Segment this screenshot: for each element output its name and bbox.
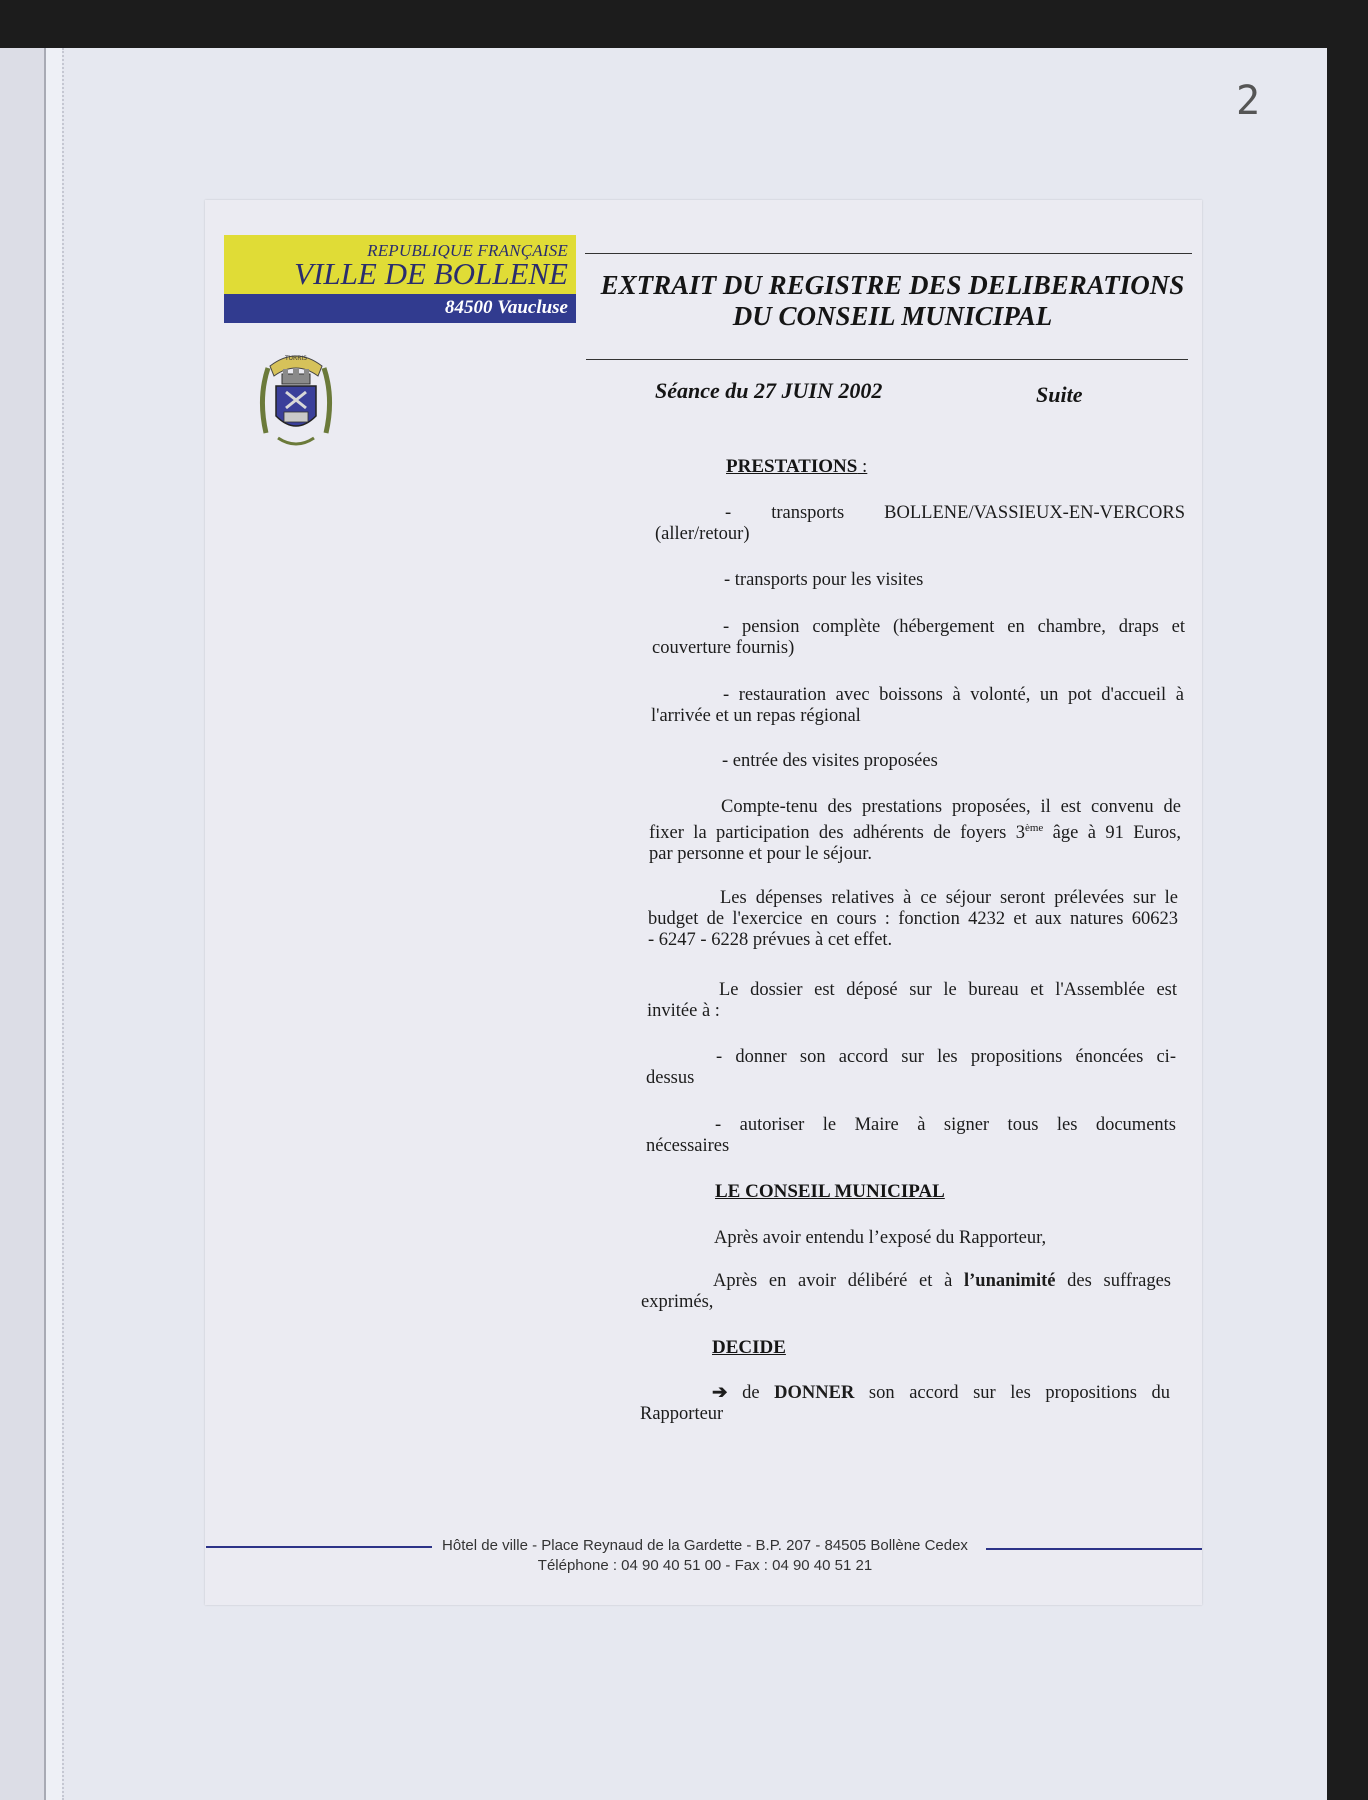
footer-phone: Téléphone : 04 90 40 51 00 - Fax : 04 90 40 51 21 bbox=[537, 1557, 873, 1574]
footer-address: Hôtel de ville - Place Reynaud de la Gardette - B.P. 207 - 84505 Bollène Cedex bbox=[442, 1537, 968, 1554]
prestation-item: - entrée des visites proposées bbox=[722, 751, 938, 771]
department-banner bbox=[224, 294, 576, 323]
city-name: VILLE DE BOLLENE bbox=[294, 256, 568, 291]
paragraph-autoriser: - autoriser le Maire à signer tous les documents nécessaires bbox=[646, 1115, 1176, 1156]
department-label: 84500 Vaucluse bbox=[445, 297, 568, 318]
title-line-2: DU CONSEIL MUNICIPAL bbox=[732, 301, 1053, 331]
paragraph-dossier: Le dossier est déposé sur le bureau et l'Assemblée est invitée à : bbox=[647, 980, 1177, 1021]
republique-label: REPUBLIQUE FRANÇAISE bbox=[367, 241, 568, 260]
prestation-item: - transports pour les visites bbox=[724, 570, 924, 590]
paragraph-delibere: Après en avoir délibéré et à l’unanimité des suffrages exprimés, bbox=[641, 1271, 1171, 1312]
title-rule-top bbox=[585, 253, 1192, 254]
page-number: 2 bbox=[1236, 78, 1261, 124]
prestations-heading: PRESTATIONS : bbox=[726, 456, 868, 477]
arrow-icon: ➔ bbox=[712, 1383, 728, 1403]
paragraph-depenses: Les dépenses relatives à ce séjour seront prélevées sur le budget de l'exercice en cours : fonction 4232 et aux natures 60623 - 6247 - 6228 prévues à cet effet. bbox=[648, 888, 1178, 950]
paragraph-entendu: Après avoir entendu l’exposé du Rapporteur, bbox=[714, 1228, 1047, 1248]
title-rule-bottom bbox=[586, 359, 1188, 360]
footer-rule-left bbox=[206, 1546, 432, 1548]
svg-text:TURRIS: TURRIS bbox=[285, 355, 307, 362]
letterhead-banner bbox=[224, 235, 576, 294]
conseil-heading: LE CONSEIL MUNICIPAL bbox=[715, 1181, 945, 1202]
binder-left-strip bbox=[0, 48, 44, 1800]
binder-edge bbox=[44, 48, 64, 1800]
session-date: Séance du 27 JUIN 2002 bbox=[655, 378, 883, 403]
prestation-item: - restauration avec boissons à volonté, un pot d'accueil à l'arrivée et un repas régional bbox=[651, 685, 1184, 726]
paragraph-donner: - donner son accord sur les propositions énoncées ci- dessus bbox=[646, 1047, 1176, 1088]
document-title bbox=[590, 270, 1195, 332]
decide-heading: DECIDE bbox=[712, 1337, 786, 1358]
prestation-item: - transports BOLLENE/VASSIEUX-EN-VERCORS (aller/retour) bbox=[655, 503, 1185, 544]
prestation-item: - pension complète (hébergement en chambre, draps et couverture fournis) bbox=[652, 617, 1185, 658]
suite-label: Suite bbox=[1036, 382, 1083, 407]
paragraph-decision: ➔ de DONNER son accord sur les propositions du Rapporteur bbox=[640, 1383, 1170, 1424]
footer-rule-right bbox=[986, 1548, 1202, 1550]
title-line-1: EXTRAIT DU REGISTRE DES DELIBERATIONS bbox=[600, 270, 1185, 300]
paragraph-compte-tenu: Compte-tenu des prestations proposées, il est convenu de fixer la participation des adhérents de foyers 3ème âge à 91 Euros, par personne et pour le séjour. bbox=[649, 797, 1181, 865]
coat-of-arms-logo bbox=[256, 338, 336, 454]
